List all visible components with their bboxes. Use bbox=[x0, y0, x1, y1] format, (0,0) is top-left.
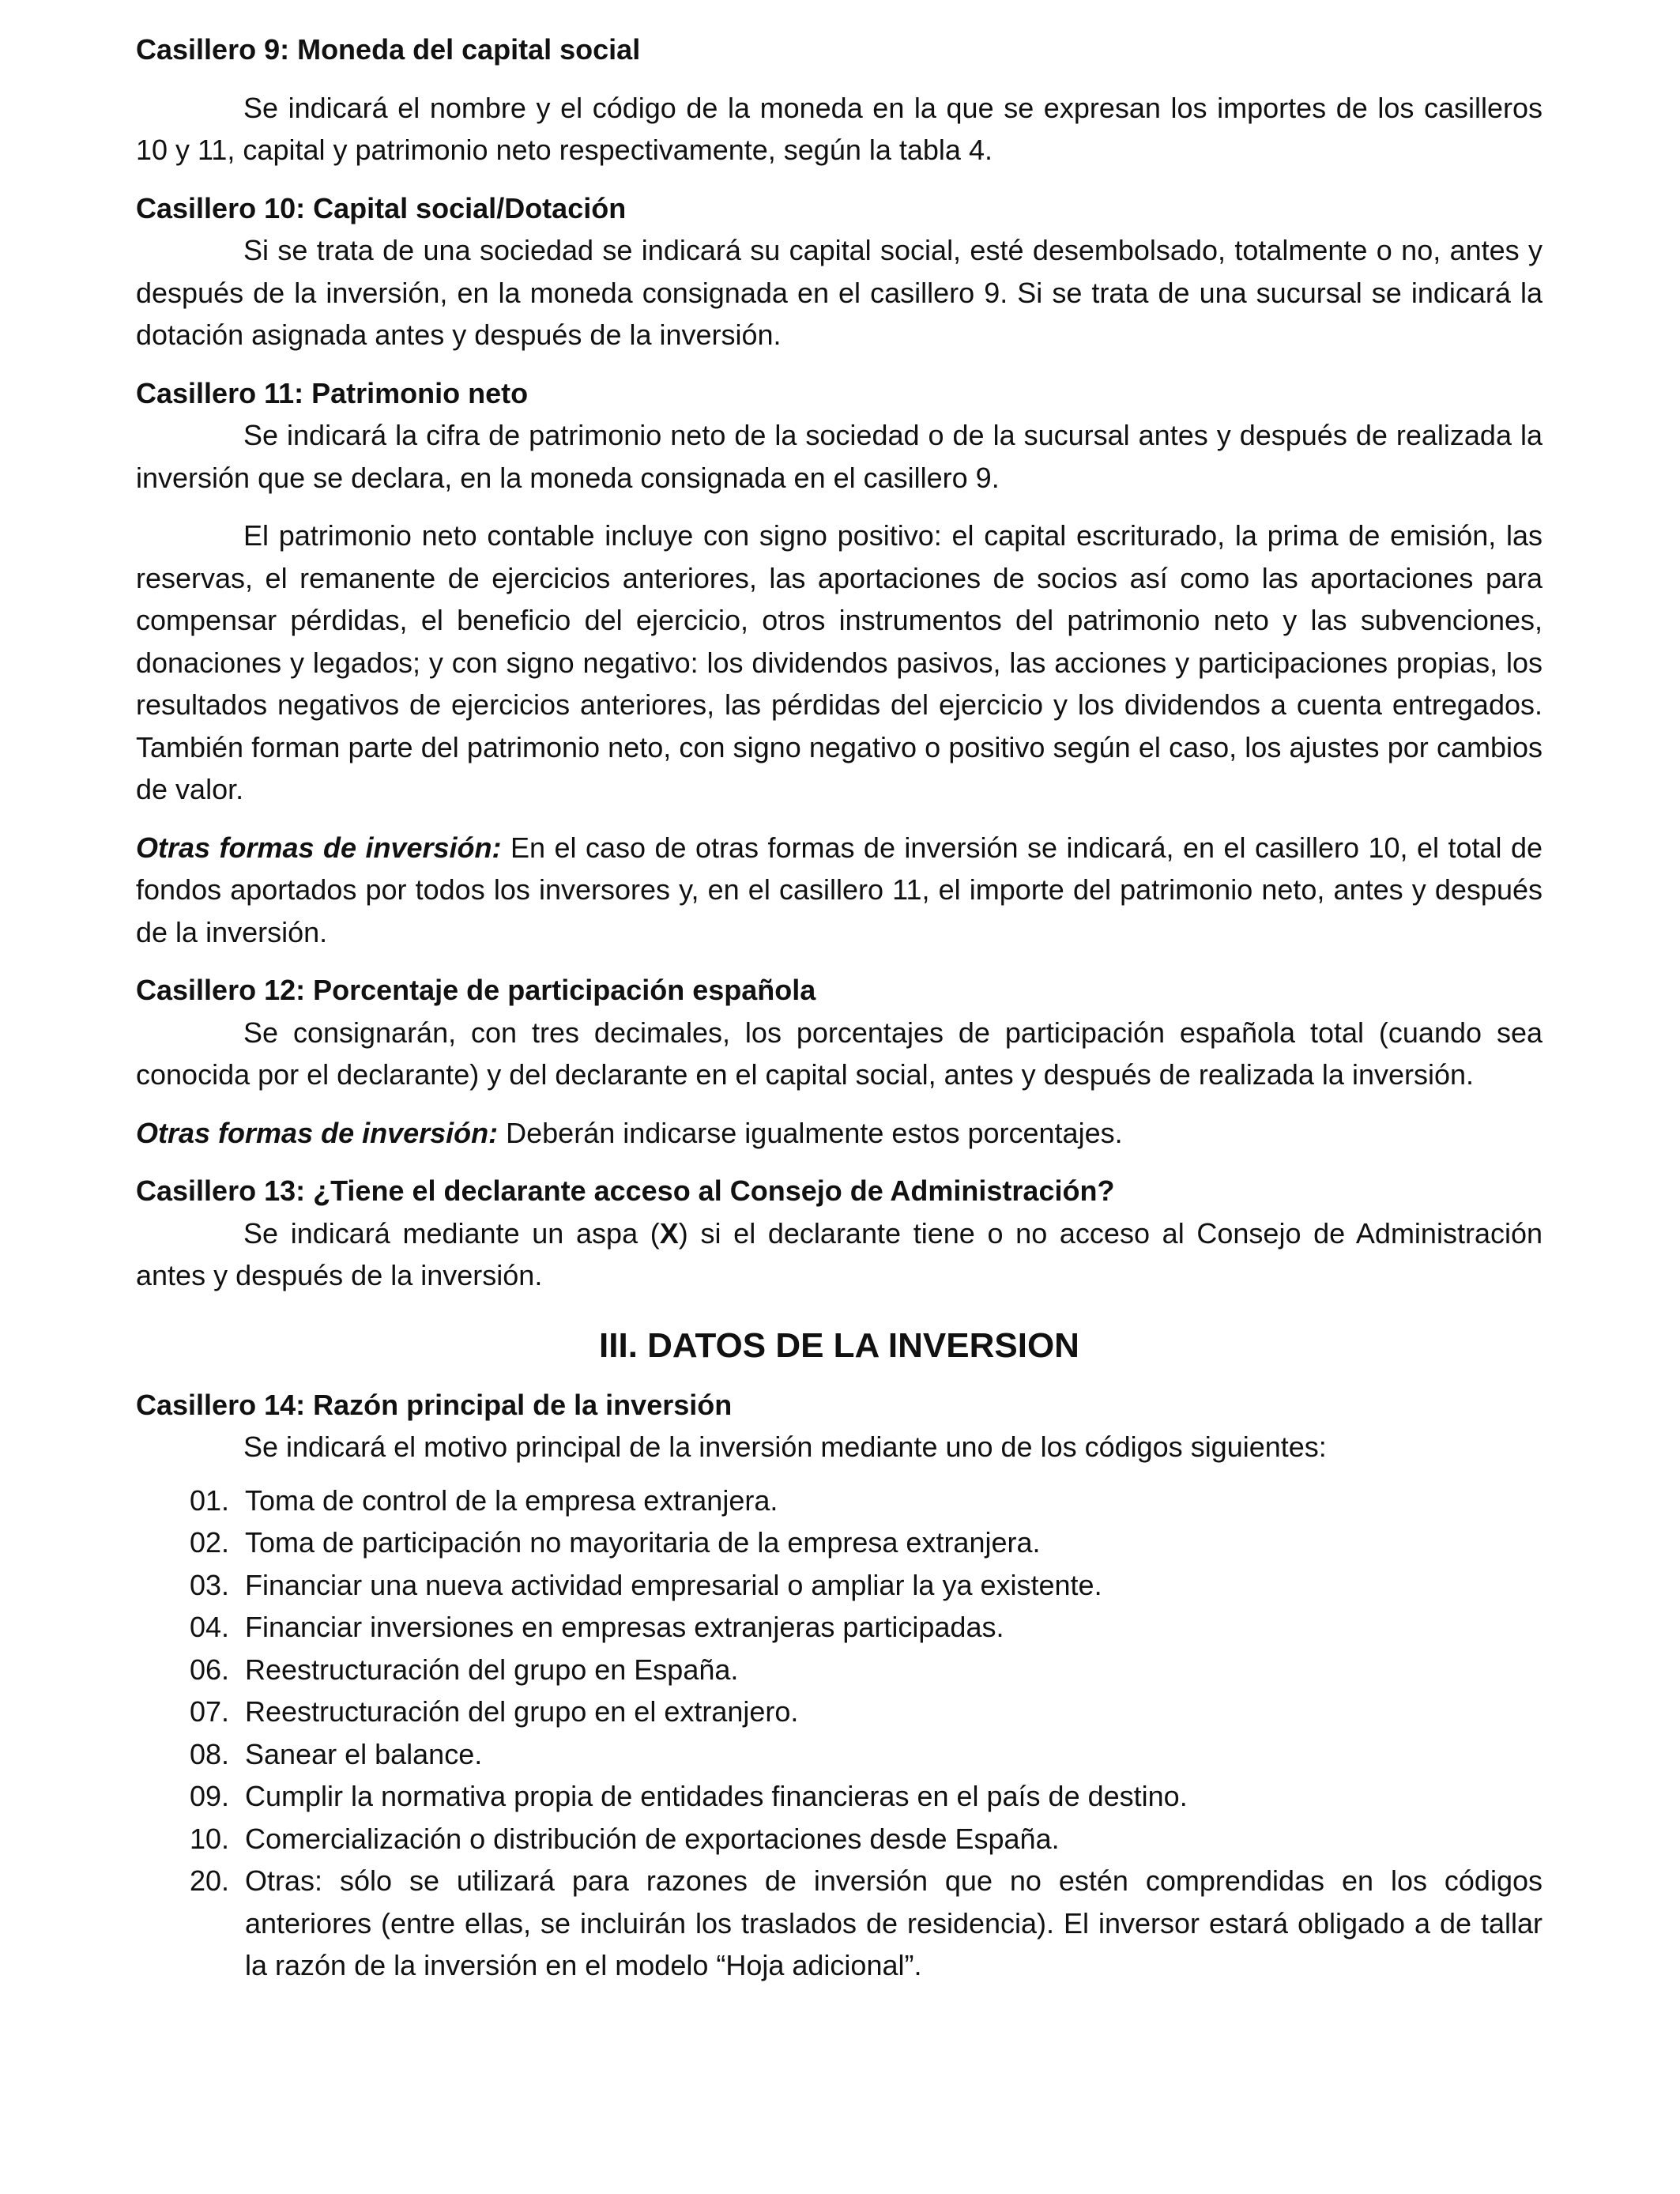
reason-text: Financiar una nueva actividad empresarial o ampliar la ya existente. bbox=[245, 1568, 1102, 1601]
reason-code: 06. bbox=[190, 1653, 230, 1686]
document-page bbox=[136, 28, 1543, 1987]
casillero-14-heading: Casillero 14: Razón principal de la inversión bbox=[136, 1388, 733, 1421]
aspa-mark: X bbox=[659, 1216, 679, 1250]
casillero-13-text bbox=[136, 1212, 1543, 1297]
casillero-13-heading: Casillero 13: ¿Tiene el declarante acceso al Consejo de Administración? bbox=[136, 1174, 1115, 1207]
casillero-9-text: Se indicará el nombre y el código de la moneda en la que se expresan los importes de los casilleros 10 y 11, capital y patrimonio neto respectivamente, según la tabla 4. bbox=[136, 91, 1543, 166]
section-title: III. DATOS DE LA INVERSION bbox=[599, 1325, 1079, 1365]
other-forms-lead: Otras formas de inversión: bbox=[136, 831, 502, 864]
casillero-10-text: Si se trata de una sociedad se indicará su capital social, esté desembolsado, totalmente o no, antes y después de la inversión, en la moneda consignada en el casillero 9. Si se trata de una sucursal se indicará la dotación asignada antes y después de la inversión. bbox=[136, 234, 1543, 351]
casillero-10-heading: Casillero 10: Capital social/Dotación bbox=[136, 191, 627, 224]
reason-code: 08. bbox=[190, 1737, 230, 1770]
list-item bbox=[136, 1860, 1543, 1987]
reason-text: Toma de control de la empresa extranjera. bbox=[245, 1483, 778, 1517]
casillero-13-text-start: Se indicará mediante un aspa ( bbox=[243, 1216, 660, 1250]
list-item bbox=[136, 1775, 1543, 1818]
list-item bbox=[136, 1691, 1543, 1733]
reason-code: 04. bbox=[190, 1611, 230, 1643]
reason-text: Reestructuración del grupo en España. bbox=[245, 1653, 739, 1686]
list-item bbox=[136, 1649, 1543, 1691]
other-forms-lead: Otras formas de inversión: bbox=[136, 1116, 499, 1149]
reason-code: 09. bbox=[190, 1780, 230, 1812]
list-item bbox=[136, 1733, 1543, 1776]
reason-code-list bbox=[136, 1480, 1543, 1987]
list-item bbox=[136, 1606, 1543, 1649]
reason-code: 07. bbox=[190, 1695, 230, 1728]
casillero-12-text: Se consignarán, con tres decimales, los porcentajes de participación española total (cuando sea conocida por el declarante) y del declarante en el capital social, antes y después de realizada la inversión. bbox=[136, 1016, 1543, 1091]
list-item bbox=[136, 1818, 1543, 1860]
reason-text: Reestructuración del grupo en el extranjero. bbox=[245, 1695, 799, 1728]
reason-text: Cumplir la normativa propia de entidades financieras en el país de destino. bbox=[245, 1780, 1188, 1812]
reason-text: Comercialización o distribución de exportaciones desde España. bbox=[245, 1822, 1060, 1855]
reason-code: 03. bbox=[190, 1568, 230, 1601]
other-forms-text: Deberán indicarse igualmente estos porcentajes. bbox=[498, 1116, 1123, 1149]
casillero-12-heading: Casillero 12: Porcentaje de participación española bbox=[136, 974, 816, 1006]
casillero-13-text-end: ) si el declarante tiene o no acceso al Consejo de Administración antes y después de la inversión. bbox=[136, 1216, 1543, 1291]
list-item bbox=[136, 1564, 1543, 1607]
reason-text: Toma de participación no mayoritaria de la empresa extranjera. bbox=[245, 1526, 1041, 1559]
casillero-11-text: Se indicará la cifra de patrimonio neto de la sociedad o de la sucursal antes y después de realizada la inversión que se declara, en la moneda consignada en el casillero 9. bbox=[136, 419, 1543, 494]
list-item bbox=[136, 1480, 1543, 1522]
casillero-14-intro: Se indicará el motivo principal de la inversión mediante uno de los códigos siguientes: bbox=[243, 1431, 1327, 1463]
casillero-11-patrimonio-text: El patrimonio neto contable incluye con signo positivo: el capital escriturado, la prima de emisión, las reservas, el remanente de ejercicios anteriores, las aportaciones de socios así como las aportaciones para compensar pérdidas, el beneficio del ejercicio, otros instrumentos del patrimonio neto y las subvenciones, donaciones y legados; y con signo negativo: los dividendos pasivos, las acciones y participaciones propias, los resultados negativos de ejercicios anteriores, las pérdidas del ejercicio y los dividendos a cuenta entregados. También forman parte del patrimonio neto, con signo negativo o positivo según el caso, los ajustes por cambios de valor. bbox=[136, 519, 1543, 805]
reason-text: Otras: sólo se utilizará para razones de inversión que no estén comprendidas en los códigos anteriores (entre ellas, se incluirán los traslados de residencia). El inversor estará obligado a de tallar la razón de la inversión en el modelo “Hoja adicional”. bbox=[245, 1864, 1543, 1981]
casillero-11-heading: Casillero 11: Patrimonio neto bbox=[136, 376, 529, 409]
reason-code: 01. bbox=[190, 1483, 230, 1517]
reason-code: 02. bbox=[190, 1526, 230, 1559]
reason-code: 10. bbox=[190, 1822, 230, 1855]
reason-text: Financiar inversiones en empresas extranjeras participadas. bbox=[245, 1611, 1004, 1643]
other-forms-text: En el caso de otras formas de inversión se indicará, en el casillero 10, el total de fondos aportados por todos los inversores y, en el casillero 11, el importe del patrimonio neto, antes y después de la inversión. bbox=[136, 831, 1543, 948]
reason-text: Sanear el balance. bbox=[245, 1737, 483, 1770]
list-item bbox=[136, 1521, 1543, 1564]
reason-code: 20. bbox=[190, 1864, 230, 1897]
casillero-12-other-forms bbox=[136, 1112, 1543, 1155]
casillero-11-other-forms bbox=[136, 827, 1543, 954]
casillero-9-heading: Casillero 9: Moneda del capital social bbox=[136, 33, 641, 66]
